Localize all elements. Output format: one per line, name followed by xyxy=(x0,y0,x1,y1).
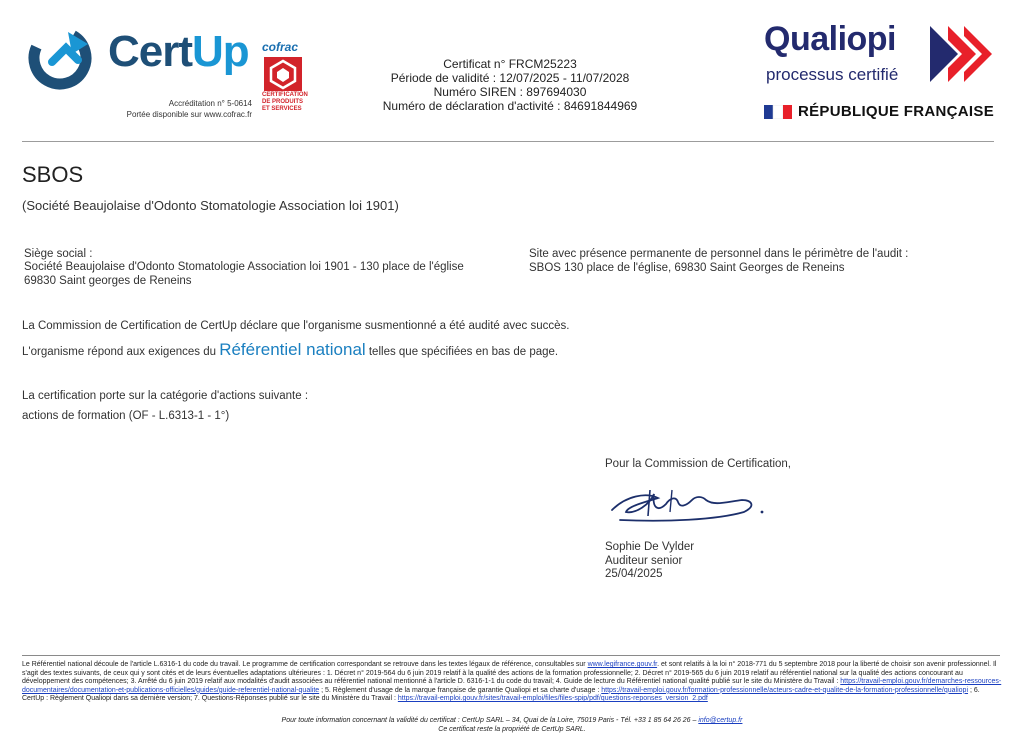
qualiopi-arrow-icon xyxy=(930,26,992,82)
footer-text-3: ; 5. Règlement d'usage de la marque française de garantie Qualiopi et sa charte d'usage : xyxy=(319,686,602,694)
referentiel-national-link[interactable]: Référentiel national xyxy=(219,340,366,359)
cofrac-caption: CERTIFICATION DE PRODUITS ET SERVICES xyxy=(262,92,308,112)
commission-statement: La Commission de Certification de CertUp déclare que l'organisme susmentionné a été audité avec succès. xyxy=(22,320,570,332)
cofrac-wordmark: cofrac xyxy=(262,40,299,54)
legifrance-link[interactable]: www.legifrance.gouv.fr xyxy=(587,661,658,668)
accreditation-info xyxy=(100,98,252,120)
footer-legal-text xyxy=(22,661,1002,704)
footer-text-4: ; 6. CertUp : Règlement Qualiopi dans sa dernière version; 7. Questions-Réponses publié sur le site du Ministère du Travail : xyxy=(22,686,980,703)
signature-date: 25/04/2025 xyxy=(605,568,663,580)
category-value: actions de formation (OF - L.6313-1 - 1°) xyxy=(22,410,230,422)
qualiopi-link[interactable]: https://travail-emploi.gouv.fr/formation-professionnelle/acteurs-cadre-et-qualite-de-la-formation-professionnelle/qualiopi xyxy=(601,686,969,694)
republique-francaise-flag-icon xyxy=(764,105,792,119)
accreditation-number: Accréditation n° 5-0614 xyxy=(168,99,252,108)
ownership-line: Ce certificat reste la propriété de CertUp SARL. xyxy=(438,726,586,733)
certificate-info xyxy=(360,57,660,113)
certificate-number: Certificat n° FRCM25223 xyxy=(443,57,577,71)
guide-referentiel-link[interactable]: https://travail-emploi.gouv.fr/demarches-ressources-documentaires/documentation-et-publications-officielles/guides/guide-referentiel-national-qualite xyxy=(22,678,1002,694)
footer-contact xyxy=(0,716,1024,734)
referentiel-statement xyxy=(22,340,558,362)
contact-text: Pour toute information concernant la validité du certificat : CertUp SARL – 34, Quai de la Loire, 75019 Paris - Tél. +33 1 85 64 26 26 – xyxy=(281,717,699,724)
handwritten-signature xyxy=(606,482,776,532)
footer-text-1: Le Référentiel national découle de l'article L.6316-1 du code du travail. Le programme de certification correspondant se retrouve dans les textes légaux de référence, consultables sur xyxy=(22,661,588,668)
signatory-role: Auditeur senior xyxy=(605,554,683,567)
referentiel-text-after: telles que spécifiées en bas de page. xyxy=(365,346,559,358)
republique-francaise-label: RÉPUBLIQUE FRANÇAISE xyxy=(798,103,995,120)
signatory-block xyxy=(605,541,694,582)
questions-reponses-link[interactable]: https://travail-emploi.gouv.fr/sites/travail-emploi/files/files-spip/pdf/questions-reponses_version_2.pdf xyxy=(397,695,708,703)
organisation-full-name: (Société Beaujolaise d'Odonto Stomatologie Association loi 1901) xyxy=(22,198,399,213)
signatory-intro: Pour la Commission de Certification, xyxy=(605,458,791,470)
accreditation-scope: Portée disponible sur www.cofrac.fr xyxy=(126,110,252,119)
footer-divider xyxy=(22,655,1000,656)
siege-social-address: Société Beaujolaise d'Odonto Stomatologie Association loi 1901 - 130 place de l'église 69830 Saint georges de Reneins xyxy=(24,261,464,287)
signatory-name: Sophie De Vylder xyxy=(605,541,695,553)
footer-text-2: . et sont relatifs à la loi n° 2018-771 du 5 septembre 2018 pour la liberté de choisir son avenir professionnel. Il s'agit des textes suivants, de ceux qui y sont cités et de leurs éventuelles adaptations ultérieures : 1. Décret n° 2019-564 du 6 juin 2019 relatif à la qualité des actions de la formation professionnelle; 2. Décret n° 2019-565 du 6 juin 2019 relatif au référentiel national sur la qualité des actions concourant au développement des compétences; 3. Arrêté du 6 juin 2019 relatif aux modalités d'audit associées au référentiel national mentionné à l'article D. 6316-1-1 du code du travail; 4. Guide de lecture du Référentiel national qualité publié sur le site du Ministère du Travail : xyxy=(22,661,997,686)
audit-site-label: Site avec présence permanente de personnel dans le périmètre de l'audit : xyxy=(529,248,909,260)
contact-line xyxy=(0,716,1024,725)
referentiel-text-before: L'organisme répond aux exigences du xyxy=(22,346,220,358)
cofrac-hexagon-icon xyxy=(264,57,302,91)
contact-email-link[interactable]: info@certup.fr xyxy=(698,717,743,724)
qualiopi-wordmark: Qualiopi xyxy=(764,20,896,58)
declaration-number: Numéro de déclaration d'activité : 84691844969 xyxy=(382,99,638,113)
certup-wordmark: CertUp xyxy=(108,27,249,76)
validity-period: Période de validité : 12/07/2025 - 11/07/2028 xyxy=(390,71,630,85)
qualiopi-subtitle: processus certifié xyxy=(766,65,899,84)
audit-site-address: SBOS 130 place de l'église, 69830 Saint Georges de Reneins xyxy=(529,262,845,274)
category-label: La certification porte sur la catégorie d'actions suivante : xyxy=(22,390,309,402)
organisation-name: SBOS xyxy=(22,162,84,187)
siege-social-label: Siège social : xyxy=(24,248,93,260)
siren-number: Numéro SIREN : 897694030 xyxy=(433,85,587,99)
header-divider xyxy=(22,141,994,142)
